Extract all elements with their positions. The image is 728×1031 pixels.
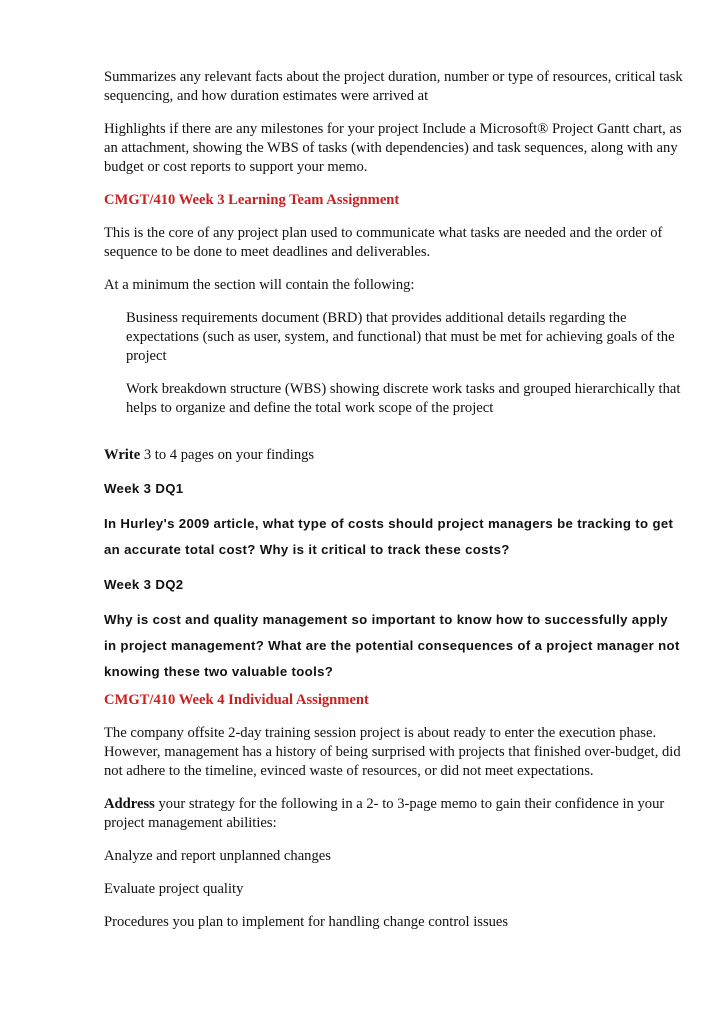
write-rest-text: 3 to 4 pages on your findings [140,447,315,463]
heading-week4-individual-assignment: CMGT/410 Week 4 Individual Assignment [104,692,369,708]
paragraph-unplanned-changes: Analyze and report unplanned changes [104,848,331,864]
paragraph-project-plan-core: This is the core of any project plan used to communicate what tasks are needed and the order of sequence to be done to meet deadlines and deliverables. [104,225,663,260]
address-bold-label: Address [104,796,155,812]
paragraph-milestones: Highlights if there are any milestones for your project Include a Microsoft® Project Gantt chart, as an attachment, showing the WBS of tasks (with dependencies) and task sequences, along with any budget or cost reports to support your memo. [104,121,682,175]
heading-week3-dq2: Week 3 DQ2 [104,577,184,592]
paragraph-write-pages [104,446,684,465]
dq1-question: In Hurley's 2009 article, what type of costs should project managers be tracking to get an accurate total cost? Why is it critical to track these costs? [104,516,674,557]
dq2-question: Why is cost and quality management so important to know how to successfully apply in project management? What are the potential consequences of a project manager not knowing these two valuable tools? [104,612,680,679]
address-rest-text: your strategy for the following in a 2- to 3-page memo to gain their confidence in your project management abilities: [104,796,665,831]
document-body [104,68,684,946]
write-bold-label: Write [104,447,141,463]
list-item-brd: Business requirements document (BRD) that provides additional details regarding the expectations (such as user, system, and functional) that must be met for achieving goals of the project [126,310,675,364]
paragraph-offsite-training: The company offsite 2-day training session project is about ready to enter the execution phase. However, management has a history of being surprised with projects that finished over-budget, did not adhere to the timeline, evinced waste of resources, or did not meet expectations. [104,725,681,779]
paragraph-duration-facts: Summarizes any relevant facts about the project duration, number or type of resources, critical task sequencing, and how duration estimates were arrived at [104,69,683,104]
paragraph-address-strategy [104,795,684,833]
paragraph-change-control: Procedures you plan to implement for handling change control issues [104,914,509,930]
heading-week3-team-assignment: CMGT/410 Week 3 Learning Team Assignment [104,192,400,208]
heading-week3-dq1: Week 3 DQ1 [104,481,184,496]
list-item-wbs: Work breakdown structure (WBS) showing discrete work tasks and grouped hierarchically that helps to organize and define the total work scope of the project [126,381,681,416]
paragraph-minimum-section: At a minimum the section will contain the following: [104,277,415,293]
paragraph-project-quality: Evaluate project quality [104,881,244,897]
